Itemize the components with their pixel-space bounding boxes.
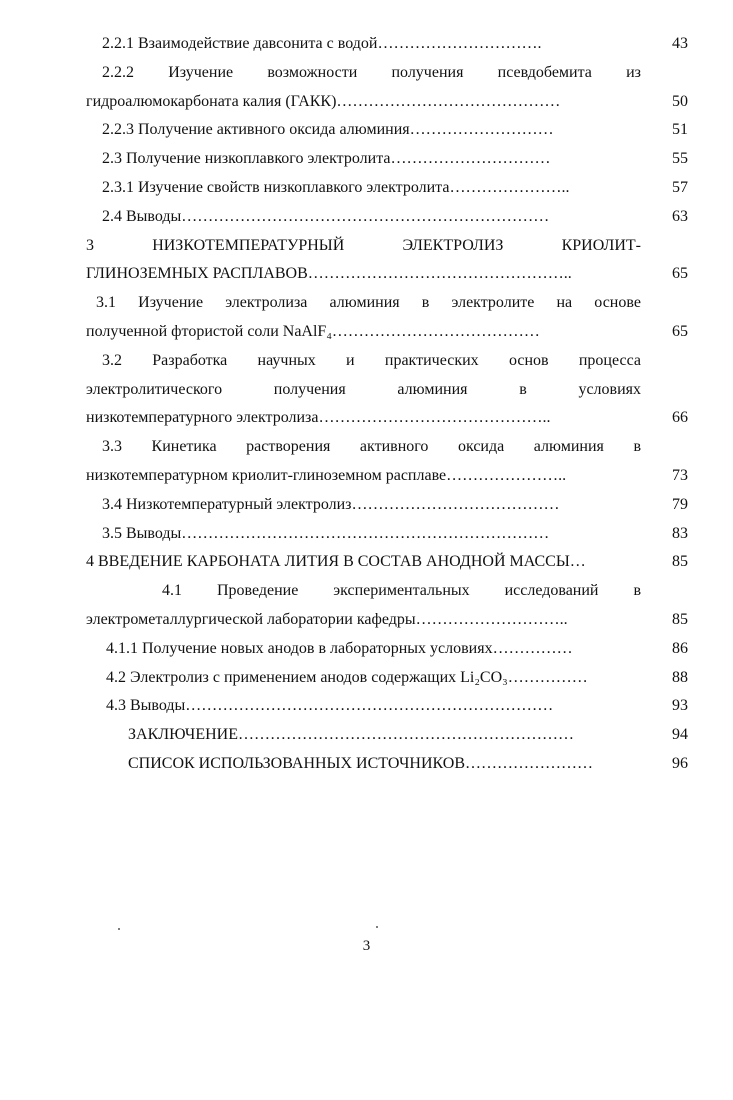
toc-entry-page: 96	[672, 754, 688, 772]
toc-entry-title: низкотемпературном криолит-глиноземном расплаве…………………..	[86, 466, 567, 484]
toc-entry-title-line: 3.1 Изучение электролиза алюминия в электролите на основе	[96, 294, 641, 312]
toc-entry-page: 86	[672, 639, 688, 657]
toc-entry-page: 85	[672, 553, 688, 571]
toc-entry-title: СПИСОК ИСПОЛЬЗОВАННЫХ ИСТОЧНИКОВ……………………	[128, 754, 594, 772]
toc-entry-title: низкотемпературного электролиза……………………………………..	[86, 409, 551, 427]
scan-speck	[118, 928, 120, 930]
toc-entry-title: 4.1.1 Получение новых анодов в лабораторных условиях……………	[106, 639, 573, 657]
toc-entry-page: 43	[672, 35, 688, 52]
toc-entry	[86, 289, 688, 347]
toc-entry	[86, 30, 688, 59]
toc-entry	[86, 232, 688, 290]
toc-entry-page: 65	[672, 265, 688, 283]
toc-entry-title-line: 3 НИЗКОТЕМПЕРАТУРНЫЙ ЭЛЕКТРОЛИЗ КРИОЛИТ-	[86, 236, 641, 254]
toc-entry-title: 4 ВВЕДЕНИЕ КАРБОНАТА ЛИТИЯ В СОСТАВ АНОДНОЙ МАССЫ…	[86, 553, 586, 571]
toc-entry	[86, 577, 688, 635]
toc-entry	[86, 491, 688, 520]
toc-entry-page: 94	[672, 726, 688, 744]
toc-entry-title-line: 4.1 Проведение экспериментальных исследований в	[162, 582, 641, 600]
toc-entry-page: 93	[672, 697, 688, 715]
toc-entry-page: 88	[672, 668, 688, 686]
toc-entry-title: 2.3 Получение низкоплавкого электролита…………………………	[102, 150, 551, 168]
toc-entry-page: 66	[672, 409, 688, 427]
toc-entry-title-line: 3.3 Кинетика растворения активного оксида алюминия в	[102, 438, 641, 456]
toc-entry-title: 3.5 Выводы……………………………………………………………	[102, 524, 550, 542]
toc-entry-title: 2.2.3 Получение активного оксида алюминия………………………	[102, 121, 554, 139]
toc-entry-page: 85	[672, 610, 688, 628]
toc-entry-page: 57	[672, 178, 688, 196]
toc-entry-title-line: 3.2 Разработка научных и практических основ процесса	[102, 351, 641, 369]
toc-entry-page: 55	[672, 150, 688, 168]
toc-entry-title: 4.2 Электролиз с применением анодов содержащих Li₂CO₃……………	[106, 668, 588, 686]
toc-entry-page: 83	[672, 524, 688, 542]
toc-entry-title: 2.3.1 Изучение свойств низкоплавкого электролита…………………..	[102, 178, 570, 196]
toc-entry	[86, 664, 688, 693]
toc-entry-title: ГЛИНОЗЕМНЫХ РАСПЛАВОВ…………………………………………..	[86, 265, 572, 283]
toc-entry	[86, 174, 688, 203]
toc-entry	[86, 433, 688, 491]
toc-entry	[86, 750, 688, 779]
toc-entry-page: 63	[672, 207, 688, 225]
toc-entry	[86, 116, 688, 145]
toc-entry-page: 73	[672, 466, 688, 484]
toc-entry-title: 2.4 Выводы……………………………………………………………	[102, 207, 550, 225]
toc-entry	[86, 721, 688, 750]
toc-entry-title-line: электролитического получения алюминия в условиях	[86, 380, 641, 398]
toc-entry-title: электрометаллургической лаборатории кафедры………………………..	[86, 610, 568, 628]
page-number: 3	[362, 938, 371, 954]
toc-entry-page: 50	[672, 92, 688, 110]
toc-entry	[86, 347, 688, 433]
toc-entry-page: 79	[672, 495, 688, 513]
toc-entry	[86, 548, 688, 577]
toc-entry-title: 2.2.1 Взаимодействие давсонита с водой………………………….	[102, 35, 542, 52]
toc-entry-page: 51	[672, 121, 688, 139]
toc-entry	[86, 145, 688, 174]
toc-entry	[86, 692, 688, 721]
toc-entry-title: 3.4 Низкотемпературный электролиз…………………………………	[102, 495, 560, 513]
toc-entry-title: гидроалюмокарбоната калия (ГАКК)……………………………………	[86, 92, 561, 110]
table-of-contents	[86, 30, 688, 779]
toc-entry-title: ЗАКЛЮЧЕНИЕ………………………………………………………	[128, 726, 574, 744]
toc-entry	[86, 635, 688, 664]
scan-speck	[376, 926, 378, 928]
toc-entry-title: полученной фтористой соли NaAlF₄…………………………………	[86, 322, 540, 340]
toc-entry	[86, 520, 688, 549]
toc-entry	[86, 203, 688, 232]
toc-entry-page: 65	[672, 322, 688, 340]
toc-entry-title-line: 2.2.2 Изучение возможности получения псевдобемита из	[102, 63, 641, 81]
toc-entry	[86, 59, 688, 117]
toc-entry-title: 4.3 Выводы……………………………………………………………	[106, 697, 554, 715]
